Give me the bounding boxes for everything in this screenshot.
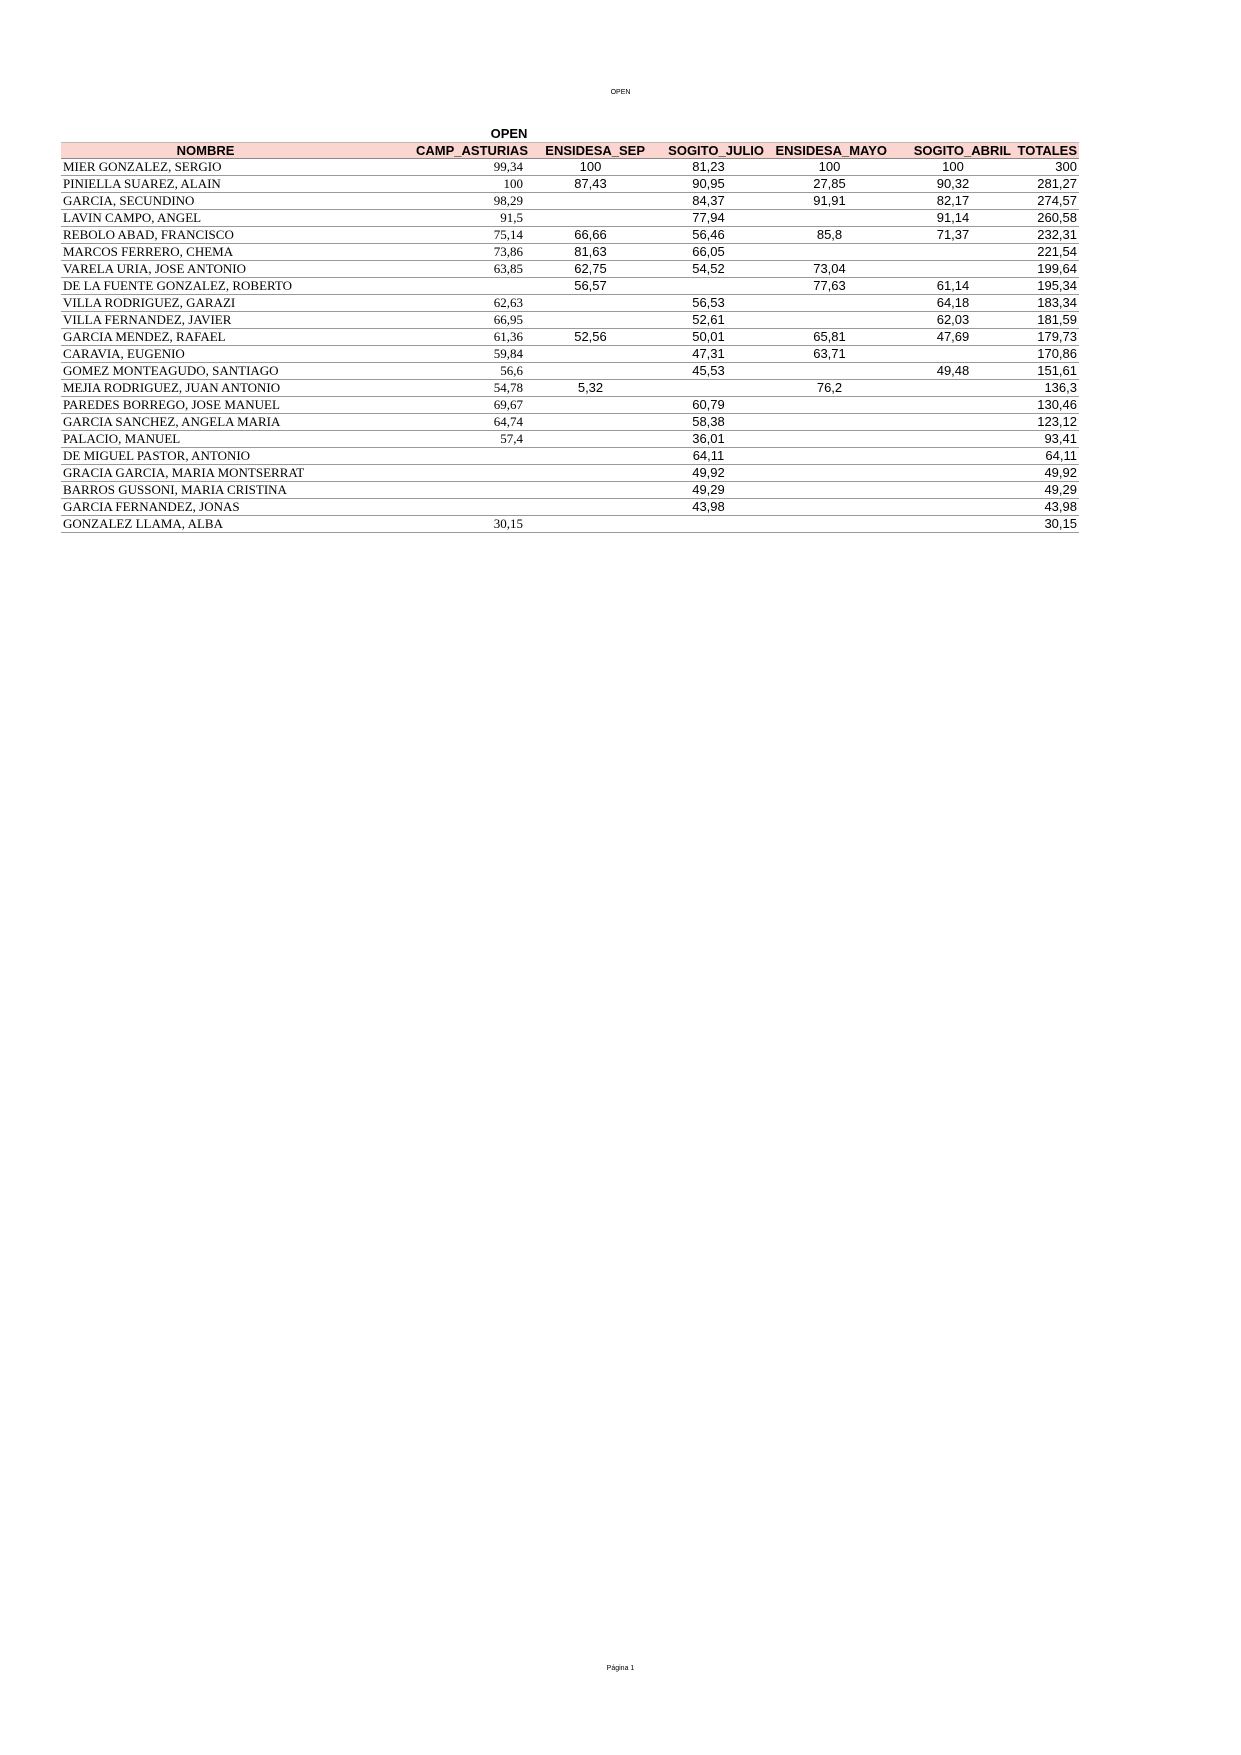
cell-nombre: GARCIA FERNANDEZ, JONAS	[61, 499, 350, 516]
cell-camp-asturias: 61,36	[350, 329, 532, 346]
cell-totales: 170,86	[1015, 346, 1079, 363]
cell-totales: 136,3	[1015, 380, 1079, 397]
cell-camp-asturias: 63,85	[350, 261, 532, 278]
cell-totales: 274,57	[1015, 193, 1079, 210]
table-row	[61, 414, 1079, 431]
cell-ensidesa-mayo	[768, 499, 891, 516]
table-row	[61, 516, 1079, 533]
cell-ensidesa-sep	[532, 448, 649, 465]
cell-camp-asturias: 59,84	[350, 346, 532, 363]
cell-ensidesa-sep	[532, 295, 649, 312]
column-header-nombre: NOMBRE	[61, 143, 350, 159]
table-row	[61, 482, 1079, 499]
cell-totales: 64,11	[1015, 448, 1079, 465]
cell-sogito-abril	[891, 380, 1015, 397]
cell-totales: 130,46	[1015, 397, 1079, 414]
cell-ensidesa-sep: 81,63	[532, 244, 649, 261]
cell-sogito-julio: 77,94	[649, 210, 768, 227]
cell-nombre: GOMEZ MONTEAGUDO, SANTIAGO	[61, 363, 350, 380]
cell-totales: 30,15	[1015, 516, 1079, 533]
cell-nombre: MIER GONZALEZ, SERGIO	[61, 159, 350, 176]
table-row	[61, 159, 1079, 176]
cell-camp-asturias	[350, 278, 532, 295]
cell-sogito-abril	[891, 261, 1015, 278]
cell-sogito-julio: 90,95	[649, 176, 768, 193]
cell-sogito-abril: 62,03	[891, 312, 1015, 329]
cell-nombre: MEJIA RODRIGUEZ, JUAN ANTONIO	[61, 380, 350, 397]
cell-ensidesa-mayo	[768, 244, 891, 261]
cell-nombre: DE LA FUENTE GONZALEZ, ROBERTO	[61, 278, 350, 295]
cell-sogito-julio: 50,01	[649, 329, 768, 346]
table-row	[61, 176, 1079, 193]
column-header-sogito-julio: SOGITO_JULIO	[649, 143, 768, 159]
cell-ensidesa-mayo	[768, 431, 891, 448]
column-header-ensidesa-sep: ENSIDESA_SEP	[532, 143, 649, 159]
cell-camp-asturias: 73,86	[350, 244, 532, 261]
cell-sogito-julio: 66,05	[649, 244, 768, 261]
table-row	[61, 363, 1079, 380]
cell-sogito-abril	[891, 431, 1015, 448]
cell-sogito-julio: 52,61	[649, 312, 768, 329]
column-header-ensidesa-mayo: ENSIDESA_MAYO	[768, 143, 891, 159]
cell-sogito-abril: 91,14	[891, 210, 1015, 227]
cell-camp-asturias: 57,4	[350, 431, 532, 448]
table-row	[61, 312, 1079, 329]
cell-totales: 183,34	[1015, 295, 1079, 312]
table-body	[61, 159, 1079, 533]
cell-camp-asturias: 54,78	[350, 380, 532, 397]
cell-nombre: PAREDES BORREGO, JOSE MANUEL	[61, 397, 350, 414]
cell-sogito-abril: 47,69	[891, 329, 1015, 346]
cell-ensidesa-mayo	[768, 414, 891, 431]
cell-camp-asturias	[350, 465, 532, 482]
table-row	[61, 431, 1079, 448]
table-row	[61, 329, 1079, 346]
table-row	[61, 448, 1079, 465]
cell-ensidesa-sep	[532, 193, 649, 210]
cell-nombre: BARROS GUSSONI, MARIA CRISTINA	[61, 482, 350, 499]
cell-ensidesa-mayo	[768, 295, 891, 312]
cell-ensidesa-mayo	[768, 516, 891, 533]
cell-totales: 199,64	[1015, 261, 1079, 278]
cell-nombre: DE MIGUEL PASTOR, ANTONIO	[61, 448, 350, 465]
cell-nombre: VARELA URIA, JOSE ANTONIO	[61, 261, 350, 278]
cell-sogito-julio: 45,53	[649, 363, 768, 380]
column-header-sogito-abril: SOGITO_ABRIL	[891, 143, 1015, 159]
cell-sogito-abril: 82,17	[891, 193, 1015, 210]
cell-ensidesa-sep	[532, 431, 649, 448]
cell-sogito-julio: 60,79	[649, 397, 768, 414]
cell-ensidesa-sep: 5,32	[532, 380, 649, 397]
cell-sogito-julio: 81,23	[649, 159, 768, 176]
cell-nombre: GONZALEZ LLAMA, ALBA	[61, 516, 350, 533]
cell-sogito-abril	[891, 414, 1015, 431]
cell-camp-asturias: 91,5	[350, 210, 532, 227]
table-row	[61, 295, 1079, 312]
cell-sogito-julio: 49,29	[649, 482, 768, 499]
cell-sogito-julio: 36,01	[649, 431, 768, 448]
cell-sogito-julio: 64,11	[649, 448, 768, 465]
cell-sogito-abril	[891, 448, 1015, 465]
cell-ensidesa-mayo	[768, 312, 891, 329]
cell-sogito-abril	[891, 397, 1015, 414]
cell-ensidesa-mayo	[768, 448, 891, 465]
cell-sogito-abril: 90,32	[891, 176, 1015, 193]
column-header-totales: TOTALES	[1015, 143, 1079, 159]
cell-totales: 179,73	[1015, 329, 1079, 346]
table-row	[61, 278, 1079, 295]
cell-ensidesa-mayo	[768, 482, 891, 499]
cell-totales: 43,98	[1015, 499, 1079, 516]
cell-nombre: MARCOS FERRERO, CHEMA	[61, 244, 350, 261]
cell-ensidesa-mayo: 85,8	[768, 227, 891, 244]
cell-ensidesa-sep: 100	[532, 159, 649, 176]
cell-nombre: GARCIA MENDEZ, RAFAEL	[61, 329, 350, 346]
cell-nombre: GARCIA SANCHEZ, ANGELA MARIA	[61, 414, 350, 431]
cell-ensidesa-sep	[532, 363, 649, 380]
cell-camp-asturias	[350, 482, 532, 499]
cell-ensidesa-sep: 52,56	[532, 329, 649, 346]
cell-ensidesa-sep: 62,75	[532, 261, 649, 278]
cell-camp-asturias: 99,34	[350, 159, 532, 176]
cell-camp-asturias: 69,67	[350, 397, 532, 414]
cell-sogito-abril: 49,48	[891, 363, 1015, 380]
cell-camp-asturias: 100	[350, 176, 532, 193]
cell-ensidesa-mayo: 76,2	[768, 380, 891, 397]
cell-sogito-julio: 47,31	[649, 346, 768, 363]
cell-ensidesa-sep: 87,43	[532, 176, 649, 193]
table-row	[61, 499, 1079, 516]
table-row	[61, 380, 1079, 397]
cell-totales: 93,41	[1015, 431, 1079, 448]
cell-ensidesa-mayo	[768, 397, 891, 414]
cell-totales: 151,61	[1015, 363, 1079, 380]
cell-totales: 181,59	[1015, 312, 1079, 329]
header-row	[61, 143, 1079, 159]
cell-nombre: LAVIN CAMPO, ANGEL	[61, 210, 350, 227]
cell-camp-asturias	[350, 499, 532, 516]
cell-nombre: VILLA FERNANDEZ, JAVIER	[61, 312, 350, 329]
cell-totales: 49,92	[1015, 465, 1079, 482]
cell-sogito-julio: 56,53	[649, 295, 768, 312]
cell-totales: 232,31	[1015, 227, 1079, 244]
cell-camp-asturias: 56,6	[350, 363, 532, 380]
cell-camp-asturias: 75,14	[350, 227, 532, 244]
cell-ensidesa-sep	[532, 499, 649, 516]
table-row	[61, 193, 1079, 210]
cell-sogito-julio	[649, 380, 768, 397]
cell-camp-asturias: 64,74	[350, 414, 532, 431]
sheet-title: OPEN	[490, 126, 528, 141]
cell-nombre: PALACIO, MANUEL	[61, 431, 350, 448]
cell-totales: 281,27	[1015, 176, 1079, 193]
cell-totales: 195,34	[1015, 278, 1079, 295]
cell-sogito-abril: 61,14	[891, 278, 1015, 295]
cell-ensidesa-mayo: 27,85	[768, 176, 891, 193]
cell-nombre: VILLA RODRIGUEZ, GARAZI	[61, 295, 350, 312]
cell-nombre: REBOLO ABAD, FRANCISCO	[61, 227, 350, 244]
cell-ensidesa-sep	[532, 346, 649, 363]
page-header: OPEN	[610, 89, 631, 96]
cell-ensidesa-sep	[532, 312, 649, 329]
cell-sogito-julio: 54,52	[649, 261, 768, 278]
cell-ensidesa-mayo: 91,91	[768, 193, 891, 210]
cell-sogito-julio: 49,92	[649, 465, 768, 482]
cell-camp-asturias	[350, 448, 532, 465]
cell-totales: 49,29	[1015, 482, 1079, 499]
table-row	[61, 227, 1079, 244]
cell-ensidesa-mayo	[768, 210, 891, 227]
cell-totales: 123,12	[1015, 414, 1079, 431]
cell-ensidesa-sep	[532, 465, 649, 482]
cell-ensidesa-sep	[532, 210, 649, 227]
cell-ensidesa-mayo	[768, 363, 891, 380]
cell-ensidesa-mayo: 63,71	[768, 346, 891, 363]
cell-camp-asturias: 30,15	[350, 516, 532, 533]
table-row	[61, 346, 1079, 363]
cell-sogito-abril: 100	[891, 159, 1015, 176]
page-footer: Página 1	[606, 1665, 635, 1672]
cell-ensidesa-sep: 66,66	[532, 227, 649, 244]
cell-sogito-abril	[891, 244, 1015, 261]
cell-sogito-julio: 43,98	[649, 499, 768, 516]
cell-ensidesa-sep	[532, 397, 649, 414]
cell-totales: 260,58	[1015, 210, 1079, 227]
cell-nombre: PINIELLA SUAREZ, ALAIN	[61, 176, 350, 193]
cell-camp-asturias: 98,29	[350, 193, 532, 210]
cell-totales: 300	[1015, 159, 1079, 176]
cell-totales: 221,54	[1015, 244, 1079, 261]
cell-sogito-abril: 71,37	[891, 227, 1015, 244]
cell-sogito-julio: 56,46	[649, 227, 768, 244]
cell-sogito-abril	[891, 346, 1015, 363]
cell-sogito-abril	[891, 499, 1015, 516]
cell-ensidesa-mayo	[768, 465, 891, 482]
table-header	[61, 143, 1079, 159]
cell-ensidesa-mayo: 77,63	[768, 278, 891, 295]
cell-ensidesa-mayo: 100	[768, 159, 891, 176]
cell-ensidesa-mayo: 73,04	[768, 261, 891, 278]
cell-ensidesa-mayo: 65,81	[768, 329, 891, 346]
cell-sogito-julio: 58,38	[649, 414, 768, 431]
cell-ensidesa-sep	[532, 482, 649, 499]
cell-sogito-abril	[891, 482, 1015, 499]
cell-nombre: CARAVIA, EUGENIO	[61, 346, 350, 363]
cell-nombre: GRACIA GARCIA, MARIA MONTSERRAT	[61, 465, 350, 482]
cell-sogito-julio	[649, 278, 768, 295]
cell-sogito-abril	[891, 465, 1015, 482]
results-table	[61, 142, 1079, 533]
table-row	[61, 397, 1079, 414]
cell-ensidesa-sep	[532, 516, 649, 533]
cell-sogito-abril	[891, 516, 1015, 533]
cell-sogito-julio: 84,37	[649, 193, 768, 210]
cell-ensidesa-sep	[532, 414, 649, 431]
column-header-camp-asturias: CAMP_ASTURIAS	[350, 143, 532, 159]
table-row	[61, 210, 1079, 227]
cell-ensidesa-sep: 56,57	[532, 278, 649, 295]
cell-nombre: GARCIA, SECUNDINO	[61, 193, 350, 210]
table-row	[61, 244, 1079, 261]
cell-sogito-julio	[649, 516, 768, 533]
cell-camp-asturias: 62,63	[350, 295, 532, 312]
table-row	[61, 465, 1079, 482]
table-row	[61, 261, 1079, 278]
cell-sogito-abril: 64,18	[891, 295, 1015, 312]
cell-camp-asturias: 66,95	[350, 312, 532, 329]
